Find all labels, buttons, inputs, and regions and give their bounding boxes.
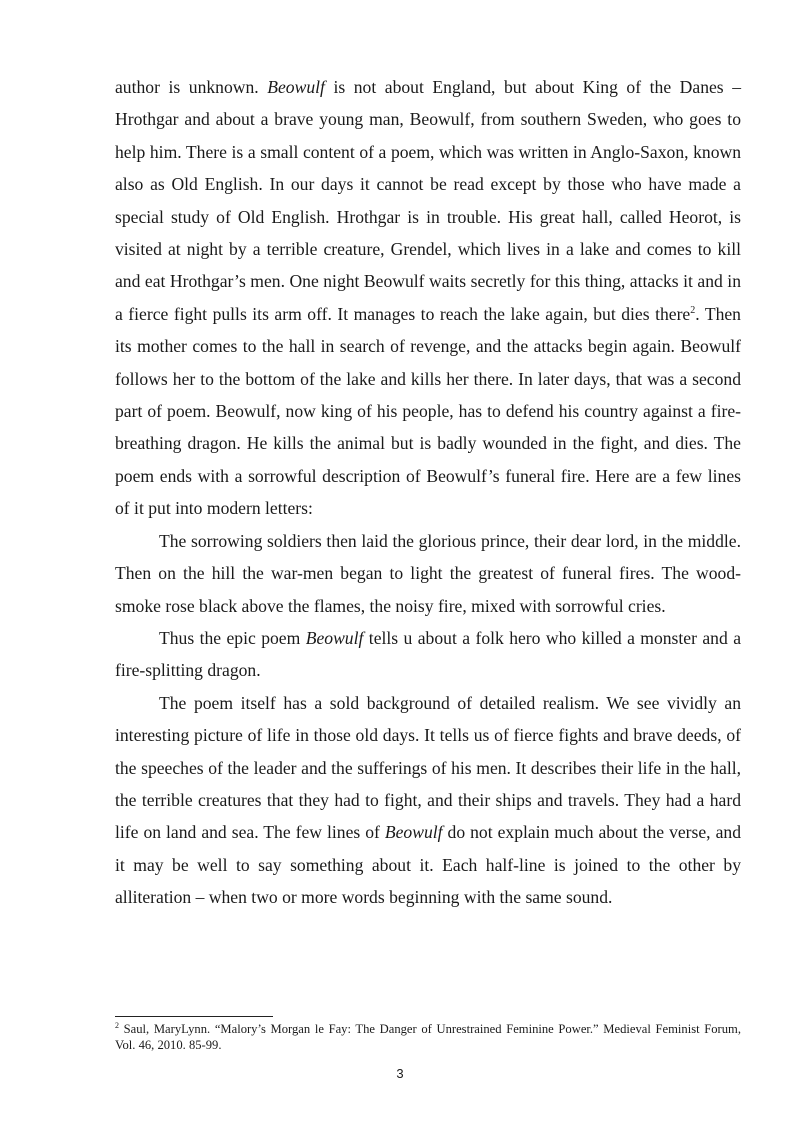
paragraph xyxy=(115,525,741,622)
text-run: is not about England, but about King of the Danes – Hrothgar and about a brave young man, Beowulf, from southern Sweden, who goes to help him. There is a small content of a poem, which was written in Anglo-Saxon, known also as Old English. In our days it cannot be read except by those who have made a special study of Old English. Hrothgar is in trouble. His great hall, called Heorot, is visited at night by a terrible creature, Grendel, which lives in a lake and comes to kill and eat Hrothgar’s men. One night Beowulf waits secretly for this thing, attacks it and in a fierce fight pulls its arm off. It manages to reach the lake again, but dies there xyxy=(115,77,742,324)
text-run: The poem itself has a sold background of detailed realism. We see vividly an interesting picture of life in those old days. It tells us of fierce fights and brave deeds, of the speeches of the leader and the sufferings of his men. It describes their life in the hall, the terrible creatures that they had to fight, and their ships and travels. They had a hard life on land and sea. The few lines of xyxy=(115,692,741,843)
footnote-separator xyxy=(115,1016,273,1017)
paragraph xyxy=(115,622,741,687)
page-number: 3 xyxy=(396,1066,404,1081)
text-run: tells u about a folk hero who killed a monster and a fire-splitting dragon. xyxy=(115,627,741,681)
text-run: Thus the epic poem xyxy=(159,627,306,648)
text-run: author is unknown. xyxy=(115,77,268,97)
text-run: . Then its mother comes to the hall in search of revenge, and the attacks begin again. Beowulf follows her to the bottom of the lake and kills her there. In later days, that was a second part of poem. Beowulf, now king of his people, has to defend his country against a fire-breathing dragon. He kills the animal but is badly wounded in the fight, and dies. The poem ends with a sorrowful description of Beowulf’s funeral fire. Here are a few lines of it put into modern letters: xyxy=(115,303,741,519)
footnote-text: Saul, MaryLynn. “Malory’s Morgan le Fay: The Danger of Unrestrained Feminine Power.” Medieval Feminist Forum, Vol. 46, 2010. 85-99. xyxy=(115,1022,741,1053)
text-run: do not explain much about the verse, and it may be well to say something about it. Each half-line is joined to the other by alliteration – when two or more words beginning with the same sound. xyxy=(115,822,741,908)
footnote xyxy=(115,1021,741,1054)
body-text xyxy=(115,71,741,914)
footnote-reference: 2 xyxy=(690,304,696,316)
paragraph xyxy=(115,71,741,525)
italic-title: Beowulf xyxy=(305,627,364,648)
italic-title: Beowulf xyxy=(384,822,443,843)
paragraph xyxy=(115,687,741,914)
text-run: The sorrowing soldiers then laid the glorious prince, their dear lord, in the middle. Then on the hill the war-men began to light the greatest of funeral fires. The wood-smoke rose black above the flames, the noisy fire, mixed with sorrowful cries. xyxy=(115,530,741,616)
footnote-mark: 2 xyxy=(115,1020,119,1030)
italic-title: Beowulf xyxy=(267,77,325,97)
